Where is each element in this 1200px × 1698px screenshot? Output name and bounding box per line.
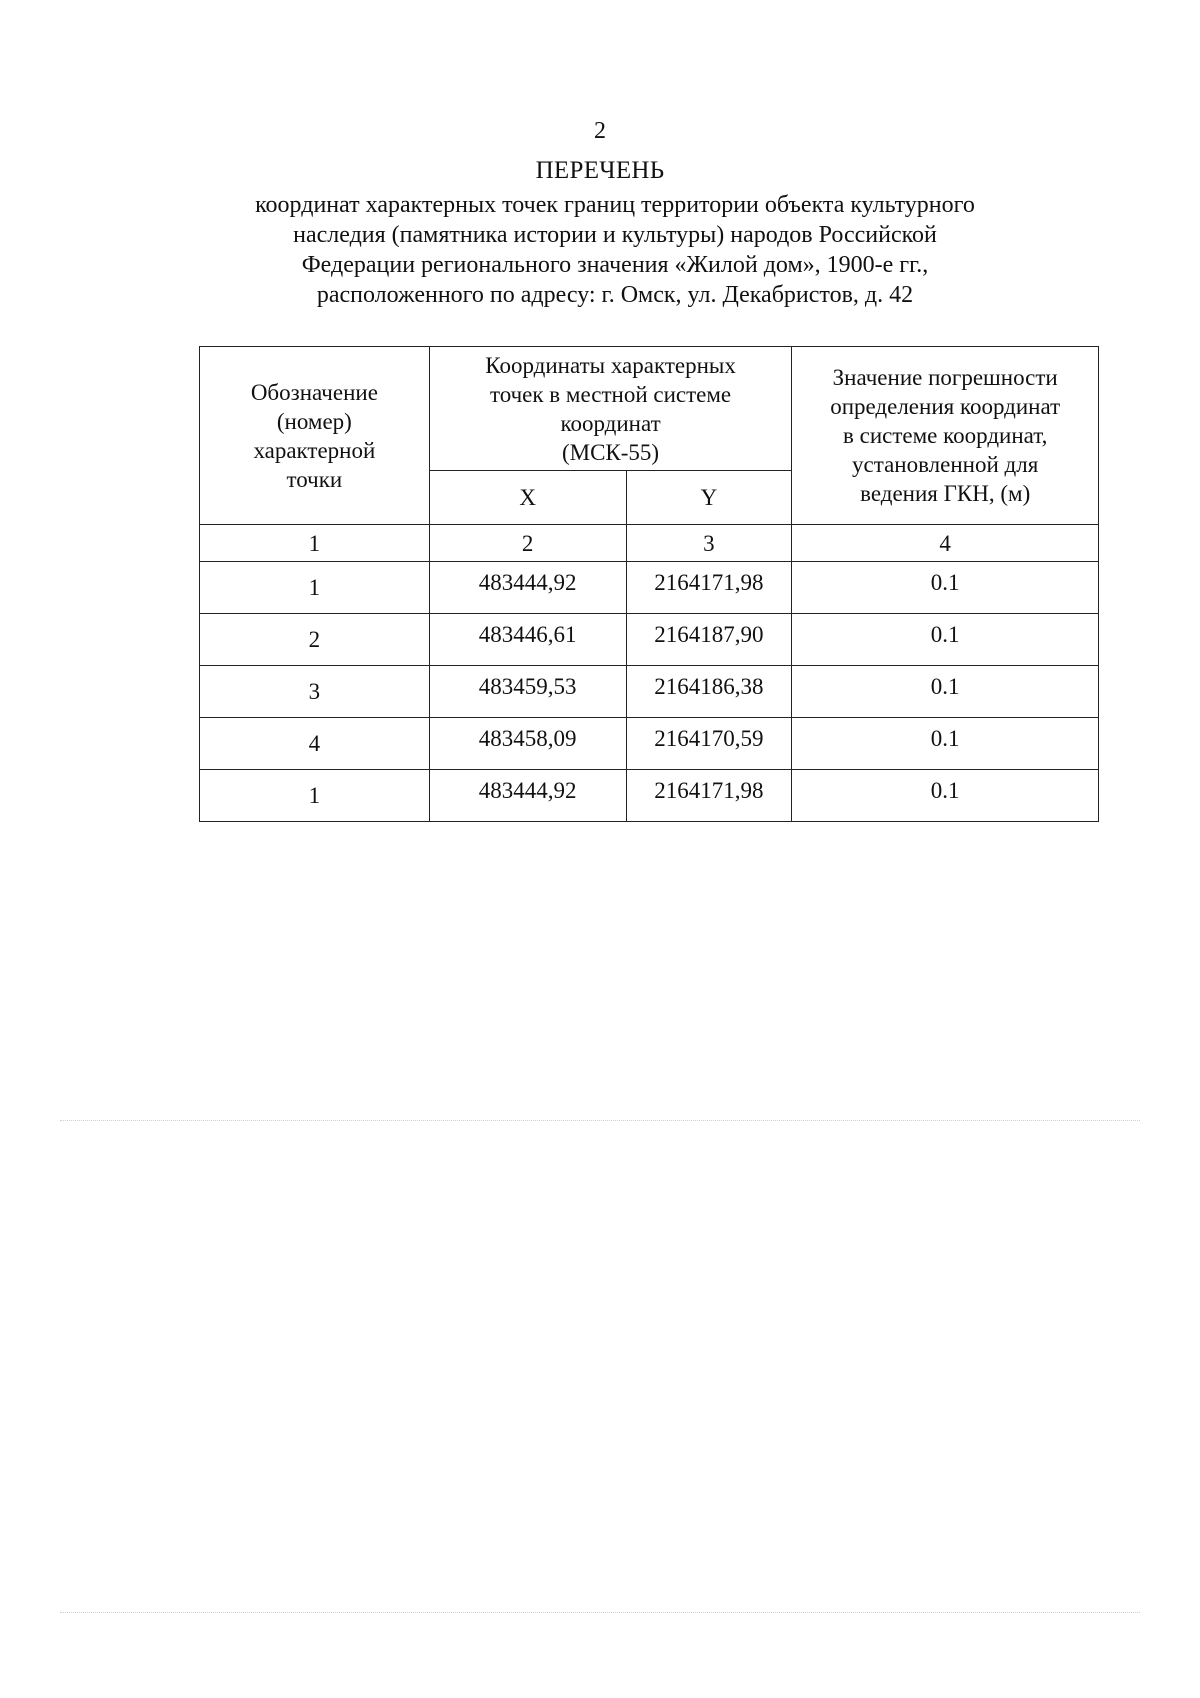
header-line: в системе координат,: [843, 423, 1048, 448]
x-coordinate: 483444,92: [429, 770, 626, 822]
subtitle-line: расположенного по адресу: г. Омск, ул. Декабристов, д. 42: [316, 282, 914, 308]
header-line: (номер): [276, 408, 352, 434]
table-row: [200, 718, 1099, 770]
header-line: ведения ГКН, (м): [860, 481, 1031, 506]
column-number: 1: [200, 525, 430, 562]
point-number: 3: [200, 666, 430, 718]
error-value: 0.1: [792, 666, 1099, 718]
y-coordinate: 2164187,90: [626, 614, 792, 666]
header-y: Y: [626, 471, 792, 525]
header-line: точки: [286, 466, 343, 492]
column-numbers-row: [200, 525, 1099, 562]
subtitle-line: координат характерных точек границ территории объекта культурного: [255, 192, 975, 218]
column-number: 4: [792, 525, 1099, 562]
error-value: 0.1: [792, 562, 1099, 614]
table-row: [200, 562, 1099, 614]
table-row: [200, 666, 1099, 718]
column-number: 2: [429, 525, 626, 562]
header-line: характерной: [253, 437, 376, 463]
point-number: 1: [200, 770, 430, 822]
point-number: 1: [200, 562, 430, 614]
x-coordinate: 483459,53: [429, 666, 626, 718]
coordinates-table: [199, 346, 1099, 822]
page-number: 2: [594, 118, 606, 144]
header-line: Значение погрешности: [832, 365, 1058, 390]
subtitle-line: наследия (памятника истории и культуры) народов Российской: [293, 222, 937, 248]
header-line: установленной для: [852, 452, 1039, 477]
x-coordinate: 483446,61: [429, 614, 626, 666]
y-coordinate: 2164171,98: [626, 770, 792, 822]
header-line: определения координат: [830, 394, 1061, 419]
y-coordinate: 2164186,38: [626, 666, 792, 718]
header-line: Обозначение: [250, 379, 378, 405]
y-coordinate: 2164170,59: [626, 718, 792, 770]
column-number: 3: [626, 525, 792, 562]
header-point-designation: [200, 347, 430, 525]
header-line: точек в местной системе: [489, 381, 732, 407]
scan-artifact-line: [60, 1120, 1140, 1121]
header-line: (МСК-55): [561, 439, 660, 465]
document-subtitle: [200, 190, 1030, 310]
subtitle-line: Федерации регионального значения «Жилой дом», 1900-е гг.,: [301, 252, 929, 278]
y-coordinate: 2164171,98: [626, 562, 792, 614]
x-coordinate: 483458,09: [429, 718, 626, 770]
header-x: X: [429, 471, 626, 525]
header-line: Координаты характерных: [485, 352, 736, 378]
error-value: 0.1: [792, 614, 1099, 666]
x-coordinate: 483444,92: [429, 562, 626, 614]
header-error-value: [792, 347, 1099, 525]
error-value: 0.1: [792, 770, 1099, 822]
table-row: [200, 614, 1099, 666]
header-line: координат: [560, 410, 661, 436]
point-number: 2: [200, 614, 430, 666]
document-title: ПЕРЕЧЕНЬ: [535, 157, 665, 184]
table-row: [200, 770, 1099, 822]
scan-artifact-line: [60, 1612, 1140, 1613]
header-coordinates: [429, 347, 792, 471]
error-value: 0.1: [792, 718, 1099, 770]
point-number: 4: [200, 718, 430, 770]
table-header-row: [200, 347, 1099, 471]
